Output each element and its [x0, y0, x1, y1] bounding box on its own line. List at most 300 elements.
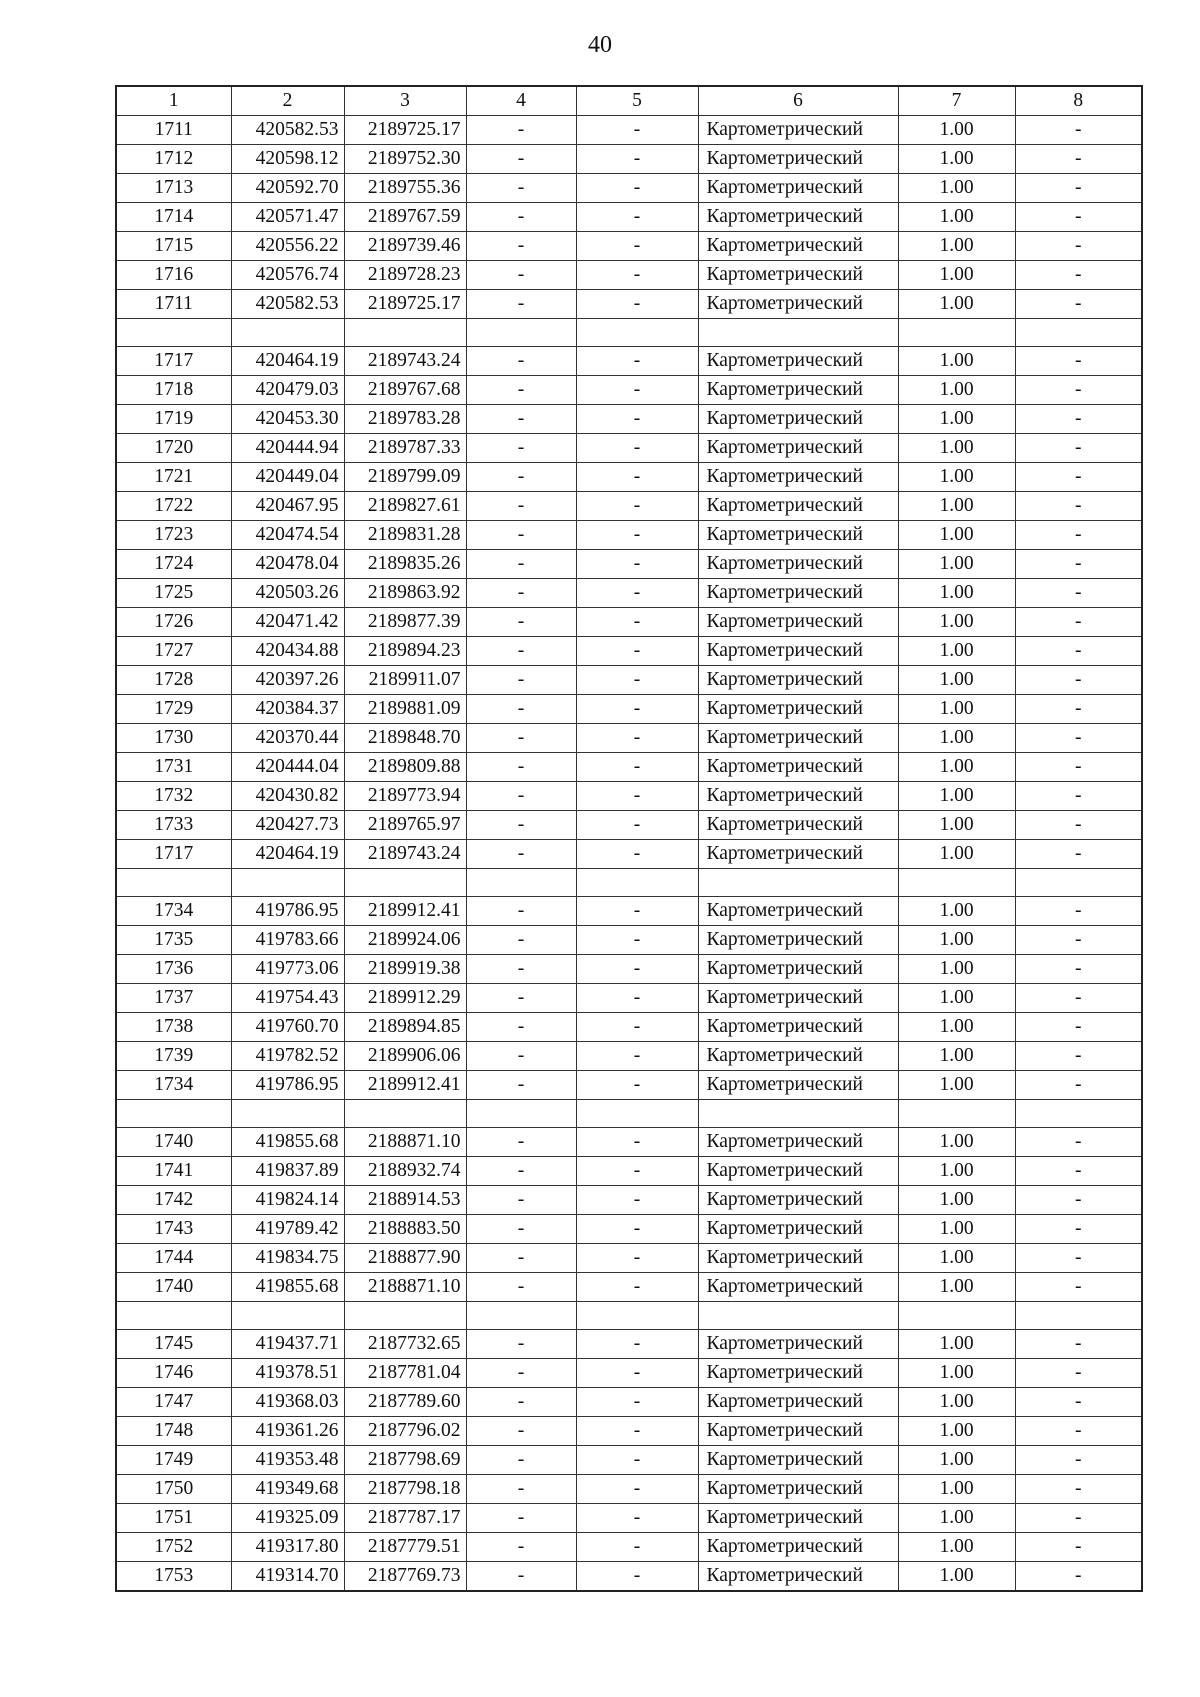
- x-coordinate-cell: [231, 869, 344, 897]
- column-8-cell: -: [1015, 434, 1142, 463]
- point-number-cell: 1725: [116, 579, 231, 608]
- method-cell: Картометрический: [698, 782, 898, 811]
- column-8-cell: -: [1015, 203, 1142, 232]
- accuracy-cell: 1.00: [898, 840, 1015, 869]
- point-number-cell: 1717: [116, 347, 231, 376]
- column-5-cell: -: [576, 926, 698, 955]
- column-header: 3: [344, 86, 466, 116]
- accuracy-cell: 1.00: [898, 1071, 1015, 1100]
- column-header: 4: [466, 86, 576, 116]
- method-cell: [698, 1100, 898, 1128]
- column-5-cell: [576, 319, 698, 347]
- y-coordinate-cell: 2189912.41: [344, 897, 466, 926]
- x-coordinate-cell: 420444.94: [231, 434, 344, 463]
- accuracy-cell: 1.00: [898, 1330, 1015, 1359]
- y-coordinate-cell: 2189752.30: [344, 145, 466, 174]
- x-coordinate-cell: 420384.37: [231, 695, 344, 724]
- x-coordinate-cell: 419824.14: [231, 1186, 344, 1215]
- column-8-cell: -: [1015, 1273, 1142, 1302]
- point-number-cell: 1753: [116, 1562, 231, 1592]
- point-number-cell: 1711: [116, 290, 231, 319]
- x-coordinate-cell: 420434.88: [231, 637, 344, 666]
- method-cell: Картометрический: [698, 1475, 898, 1504]
- point-number-cell: 1716: [116, 261, 231, 290]
- column-8-cell: -: [1015, 232, 1142, 261]
- point-number-cell: 1741: [116, 1157, 231, 1186]
- column-8-cell: -: [1015, 608, 1142, 637]
- method-cell: Картометрический: [698, 550, 898, 579]
- accuracy-cell: 1.00: [898, 1504, 1015, 1533]
- column-8-cell: -: [1015, 1128, 1142, 1157]
- y-coordinate-cell: 2188871.10: [344, 1273, 466, 1302]
- method-cell: Картометрический: [698, 261, 898, 290]
- column-8-cell: -: [1015, 1042, 1142, 1071]
- method-cell: Картометрический: [698, 347, 898, 376]
- accuracy-cell: 1.00: [898, 811, 1015, 840]
- accuracy-cell: 1.00: [898, 1417, 1015, 1446]
- column-5-cell: -: [576, 1359, 698, 1388]
- y-coordinate-cell: 2189728.23: [344, 261, 466, 290]
- table-header-row: [116, 86, 1142, 116]
- accuracy-cell: 1.00: [898, 521, 1015, 550]
- x-coordinate-cell: [231, 1100, 344, 1128]
- column-4-cell: -: [466, 753, 576, 782]
- column-8-cell: -: [1015, 1504, 1142, 1533]
- column-4-cell: -: [466, 521, 576, 550]
- y-coordinate-cell: 2189911.07: [344, 666, 466, 695]
- column-header: 8: [1015, 86, 1142, 116]
- method-cell: Картометрический: [698, 1359, 898, 1388]
- column-4-cell: -: [466, 1504, 576, 1533]
- point-number-cell: 1723: [116, 521, 231, 550]
- y-coordinate-cell: 2189755.36: [344, 174, 466, 203]
- y-coordinate-cell: 2189739.46: [344, 232, 466, 261]
- x-coordinate-cell: 419754.43: [231, 984, 344, 1013]
- y-coordinate-cell: 2187798.18: [344, 1475, 466, 1504]
- x-coordinate-cell: 420478.04: [231, 550, 344, 579]
- accuracy-cell: 1.00: [898, 1013, 1015, 1042]
- column-8-cell: -: [1015, 666, 1142, 695]
- column-4-cell: -: [466, 1388, 576, 1417]
- y-coordinate-cell: 2187798.69: [344, 1446, 466, 1475]
- table-row: [116, 1013, 1142, 1042]
- column-5-cell: -: [576, 666, 698, 695]
- point-number-cell: 1724: [116, 550, 231, 579]
- y-coordinate-cell: [344, 1100, 466, 1128]
- column-4-cell: -: [466, 1446, 576, 1475]
- y-coordinate-cell: 2187796.02: [344, 1417, 466, 1446]
- table-row: [116, 1562, 1142, 1592]
- column-4-cell: -: [466, 1273, 576, 1302]
- point-number-cell: 1740: [116, 1128, 231, 1157]
- point-number-cell: 1738: [116, 1013, 231, 1042]
- table-row: [116, 1417, 1142, 1446]
- method-cell: Картометрический: [698, 203, 898, 232]
- x-coordinate-cell: 419783.66: [231, 926, 344, 955]
- table-row: [116, 1504, 1142, 1533]
- point-number-cell: 1722: [116, 492, 231, 521]
- table-row: [116, 1128, 1142, 1157]
- x-coordinate-cell: 420370.44: [231, 724, 344, 753]
- x-coordinate-cell: 419760.70: [231, 1013, 344, 1042]
- column-5-cell: -: [576, 1417, 698, 1446]
- y-coordinate-cell: 2189835.26: [344, 550, 466, 579]
- column-8-cell: -: [1015, 1013, 1142, 1042]
- accuracy-cell: 1.00: [898, 753, 1015, 782]
- column-5-cell: -: [576, 1071, 698, 1100]
- table-row: [116, 608, 1142, 637]
- accuracy-cell: 1.00: [898, 1533, 1015, 1562]
- column-8-cell: -: [1015, 521, 1142, 550]
- accuracy-cell: 1.00: [898, 463, 1015, 492]
- x-coordinate-cell: 419317.80: [231, 1533, 344, 1562]
- method-cell: Картометрический: [698, 1157, 898, 1186]
- method-cell: Картометрический: [698, 1071, 898, 1100]
- accuracy-cell: 1.00: [898, 666, 1015, 695]
- y-coordinate-cell: 2187779.51: [344, 1533, 466, 1562]
- column-5-cell: -: [576, 1128, 698, 1157]
- x-coordinate-cell: 419325.09: [231, 1504, 344, 1533]
- column-4-cell: -: [466, 608, 576, 637]
- y-coordinate-cell: 2189787.33: [344, 434, 466, 463]
- column-8-cell: -: [1015, 1244, 1142, 1273]
- table-row: [116, 550, 1142, 579]
- column-5-cell: -: [576, 695, 698, 724]
- column-5-cell: -: [576, 811, 698, 840]
- y-coordinate-cell: 2189912.29: [344, 984, 466, 1013]
- column-5-cell: -: [576, 347, 698, 376]
- table-row: [116, 955, 1142, 984]
- column-4-cell: -: [466, 1215, 576, 1244]
- table-row: [116, 840, 1142, 869]
- column-8-cell: -: [1015, 550, 1142, 579]
- point-number-cell: 1743: [116, 1215, 231, 1244]
- coordinates-table-wrapper: [115, 85, 1141, 1592]
- column-5-cell: -: [576, 1504, 698, 1533]
- table-row: [116, 116, 1142, 145]
- column-5-cell: -: [576, 376, 698, 405]
- column-8-cell: [1015, 1100, 1142, 1128]
- accuracy-cell: 1.00: [898, 145, 1015, 174]
- column-4-cell: -: [466, 666, 576, 695]
- method-cell: Картометрический: [698, 637, 898, 666]
- y-coordinate-cell: 2189919.38: [344, 955, 466, 984]
- point-number-cell: 1730: [116, 724, 231, 753]
- method-cell: Картометрический: [698, 840, 898, 869]
- column-5-cell: -: [576, 261, 698, 290]
- column-4-cell: -: [466, 955, 576, 984]
- accuracy-cell: 1.00: [898, 405, 1015, 434]
- accuracy-cell: 1.00: [898, 203, 1015, 232]
- point-number-cell: 1745: [116, 1330, 231, 1359]
- column-5-cell: -: [576, 1388, 698, 1417]
- method-cell: Картометрический: [698, 434, 898, 463]
- x-coordinate-cell: 419855.68: [231, 1273, 344, 1302]
- method-cell: Картометрический: [698, 116, 898, 145]
- x-coordinate-cell: 419773.06: [231, 955, 344, 984]
- accuracy-cell: 1.00: [898, 1388, 1015, 1417]
- accuracy-cell: 1.00: [898, 434, 1015, 463]
- table-row: [116, 811, 1142, 840]
- point-number-cell: 1737: [116, 984, 231, 1013]
- accuracy-cell: 1.00: [898, 290, 1015, 319]
- column-4-cell: -: [466, 1186, 576, 1215]
- point-number-cell: 1720: [116, 434, 231, 463]
- column-8-cell: -: [1015, 579, 1142, 608]
- x-coordinate-cell: 420479.03: [231, 376, 344, 405]
- column-8-cell: -: [1015, 174, 1142, 203]
- accuracy-cell: 1.00: [898, 1475, 1015, 1504]
- accuracy-cell: 1.00: [898, 1244, 1015, 1273]
- y-coordinate-cell: 2189765.97: [344, 811, 466, 840]
- accuracy-cell: 1.00: [898, 1186, 1015, 1215]
- y-coordinate-cell: 2189809.88: [344, 753, 466, 782]
- x-coordinate-cell: 420444.04: [231, 753, 344, 782]
- column-8-cell: [1015, 1302, 1142, 1330]
- accuracy-cell: 1.00: [898, 232, 1015, 261]
- table-row: [116, 897, 1142, 926]
- method-cell: [698, 319, 898, 347]
- column-5-cell: -: [576, 1475, 698, 1504]
- x-coordinate-cell: 420464.19: [231, 347, 344, 376]
- column-5-cell: -: [576, 492, 698, 521]
- method-cell: Картометрический: [698, 1215, 898, 1244]
- column-5-cell: -: [576, 550, 698, 579]
- point-number-cell: 1715: [116, 232, 231, 261]
- method-cell: [698, 1302, 898, 1330]
- accuracy-cell: 1.00: [898, 492, 1015, 521]
- column-5-cell: -: [576, 608, 698, 637]
- table-row: [116, 1215, 1142, 1244]
- table-row: [116, 724, 1142, 753]
- column-8-cell: -: [1015, 1562, 1142, 1592]
- y-coordinate-cell: 2189743.24: [344, 347, 466, 376]
- accuracy-cell: [898, 319, 1015, 347]
- method-cell: Картометрический: [698, 1533, 898, 1562]
- column-header: 7: [898, 86, 1015, 116]
- method-cell: Картометрический: [698, 1273, 898, 1302]
- column-4-cell: -: [466, 463, 576, 492]
- y-coordinate-cell: 2189894.85: [344, 1013, 466, 1042]
- column-4-cell: -: [466, 811, 576, 840]
- x-coordinate-cell: 420576.74: [231, 261, 344, 290]
- point-number-cell: 1733: [116, 811, 231, 840]
- column-4-cell: -: [466, 550, 576, 579]
- x-coordinate-cell: 420471.42: [231, 608, 344, 637]
- table-row: [116, 1359, 1142, 1388]
- y-coordinate-cell: 2189906.06: [344, 1042, 466, 1071]
- column-8-cell: -: [1015, 1417, 1142, 1446]
- method-cell: Картометрический: [698, 1388, 898, 1417]
- column-8-cell: -: [1015, 376, 1142, 405]
- method-cell: Картометрический: [698, 1244, 898, 1273]
- table-row: [116, 1186, 1142, 1215]
- column-8-cell: -: [1015, 955, 1142, 984]
- column-5-cell: -: [576, 753, 698, 782]
- y-coordinate-cell: 2188932.74: [344, 1157, 466, 1186]
- x-coordinate-cell: [231, 319, 344, 347]
- point-number-cell: 1748: [116, 1417, 231, 1446]
- point-number-cell: 1747: [116, 1388, 231, 1417]
- column-5-cell: -: [576, 955, 698, 984]
- column-4-cell: -: [466, 261, 576, 290]
- x-coordinate-cell: 420556.22: [231, 232, 344, 261]
- column-8-cell: -: [1015, 782, 1142, 811]
- table-row: [116, 1302, 1142, 1330]
- column-8-cell: -: [1015, 261, 1142, 290]
- column-8-cell: [1015, 869, 1142, 897]
- y-coordinate-cell: 2187732.65: [344, 1330, 466, 1359]
- column-4-cell: -: [466, 897, 576, 926]
- y-coordinate-cell: 2187781.04: [344, 1359, 466, 1388]
- y-coordinate-cell: 2189894.23: [344, 637, 466, 666]
- x-coordinate-cell: 419837.89: [231, 1157, 344, 1186]
- x-coordinate-cell: 419789.42: [231, 1215, 344, 1244]
- column-8-cell: -: [1015, 811, 1142, 840]
- table-row: [116, 1042, 1142, 1071]
- column-5-cell: -: [576, 782, 698, 811]
- table-row: [116, 695, 1142, 724]
- column-8-cell: -: [1015, 1475, 1142, 1504]
- accuracy-cell: 1.00: [898, 1562, 1015, 1592]
- column-4-cell: -: [466, 232, 576, 261]
- column-5-cell: -: [576, 1562, 698, 1592]
- point-number-cell: 1726: [116, 608, 231, 637]
- column-5-cell: -: [576, 1215, 698, 1244]
- method-cell: Картометрический: [698, 811, 898, 840]
- y-coordinate-cell: 2189743.24: [344, 840, 466, 869]
- y-coordinate-cell: 2188883.50: [344, 1215, 466, 1244]
- accuracy-cell: 1.00: [898, 261, 1015, 290]
- accuracy-cell: 1.00: [898, 174, 1015, 203]
- table-row: [116, 347, 1142, 376]
- column-header: 2: [231, 86, 344, 116]
- column-4-cell: [466, 1302, 576, 1330]
- accuracy-cell: 1.00: [898, 1128, 1015, 1157]
- table-row: [116, 1244, 1142, 1273]
- point-number-cell: 1713: [116, 174, 231, 203]
- column-4-cell: -: [466, 1071, 576, 1100]
- table-row: [116, 1071, 1142, 1100]
- accuracy-cell: 1.00: [898, 116, 1015, 145]
- x-coordinate-cell: 420430.82: [231, 782, 344, 811]
- method-cell: Картометрический: [698, 1013, 898, 1042]
- x-coordinate-cell: 419786.95: [231, 1071, 344, 1100]
- point-number-cell: 1718: [116, 376, 231, 405]
- accuracy-cell: 1.00: [898, 579, 1015, 608]
- method-cell: Картометрический: [698, 1042, 898, 1071]
- accuracy-cell: 1.00: [898, 984, 1015, 1013]
- column-5-cell: -: [576, 840, 698, 869]
- column-5-cell: -: [576, 1013, 698, 1042]
- column-8-cell: -: [1015, 695, 1142, 724]
- column-8-cell: [1015, 319, 1142, 347]
- column-4-cell: -: [466, 1157, 576, 1186]
- point-number-cell: 1752: [116, 1533, 231, 1562]
- column-8-cell: -: [1015, 984, 1142, 1013]
- y-coordinate-cell: [344, 1302, 466, 1330]
- method-cell: Картометрический: [698, 232, 898, 261]
- coordinates-table: [115, 85, 1143, 1592]
- point-number-cell: 1736: [116, 955, 231, 984]
- column-4-cell: -: [466, 637, 576, 666]
- y-coordinate-cell: 2189799.09: [344, 463, 466, 492]
- column-8-cell: -: [1015, 926, 1142, 955]
- table-row: [116, 232, 1142, 261]
- column-8-cell: -: [1015, 347, 1142, 376]
- column-8-cell: -: [1015, 1071, 1142, 1100]
- x-coordinate-cell: 419378.51: [231, 1359, 344, 1388]
- method-cell: Картометрический: [698, 1562, 898, 1592]
- column-4-cell: -: [466, 1475, 576, 1504]
- method-cell: Картометрический: [698, 984, 898, 1013]
- x-coordinate-cell: 419314.70: [231, 1562, 344, 1592]
- x-coordinate-cell: 420467.95: [231, 492, 344, 521]
- column-5-cell: -: [576, 521, 698, 550]
- column-8-cell: -: [1015, 1186, 1142, 1215]
- column-5-cell: [576, 869, 698, 897]
- y-coordinate-cell: 2187769.73: [344, 1562, 466, 1592]
- x-coordinate-cell: 419353.48: [231, 1446, 344, 1475]
- table-row: [116, 319, 1142, 347]
- method-cell: Картометрический: [698, 405, 898, 434]
- column-4-cell: [466, 1100, 576, 1128]
- y-coordinate-cell: 2189773.94: [344, 782, 466, 811]
- accuracy-cell: [898, 1302, 1015, 1330]
- column-4-cell: -: [466, 145, 576, 174]
- accuracy-cell: 1.00: [898, 637, 1015, 666]
- column-4-cell: -: [466, 840, 576, 869]
- method-cell: Картометрический: [698, 376, 898, 405]
- column-4-cell: -: [466, 1013, 576, 1042]
- column-4-cell: -: [466, 782, 576, 811]
- table-body: [116, 116, 1142, 1592]
- table-row: [116, 434, 1142, 463]
- y-coordinate-cell: [344, 869, 466, 897]
- point-number-cell: [116, 869, 231, 897]
- accuracy-cell: 1.00: [898, 1359, 1015, 1388]
- y-coordinate-cell: 2189924.06: [344, 926, 466, 955]
- column-4-cell: -: [466, 1417, 576, 1446]
- column-4-cell: -: [466, 1244, 576, 1273]
- accuracy-cell: 1.00: [898, 1215, 1015, 1244]
- table-row: [116, 463, 1142, 492]
- y-coordinate-cell: 2189767.59: [344, 203, 466, 232]
- point-number-cell: 1744: [116, 1244, 231, 1273]
- column-8-cell: -: [1015, 637, 1142, 666]
- method-cell: Картометрический: [698, 463, 898, 492]
- x-coordinate-cell: 419855.68: [231, 1128, 344, 1157]
- method-cell: Картометрический: [698, 724, 898, 753]
- table-row: [116, 492, 1142, 521]
- x-coordinate-cell: 420464.19: [231, 840, 344, 869]
- method-cell: Картометрический: [698, 753, 898, 782]
- x-coordinate-cell: 419782.52: [231, 1042, 344, 1071]
- column-5-cell: -: [576, 174, 698, 203]
- table-row: [116, 521, 1142, 550]
- method-cell: Картометрический: [698, 579, 898, 608]
- accuracy-cell: 1.00: [898, 1446, 1015, 1475]
- x-coordinate-cell: 419349.68: [231, 1475, 344, 1504]
- point-number-cell: 1735: [116, 926, 231, 955]
- table-row: [116, 579, 1142, 608]
- column-5-cell: -: [576, 637, 698, 666]
- accuracy-cell: 1.00: [898, 955, 1015, 984]
- point-number-cell: 1717: [116, 840, 231, 869]
- column-8-cell: -: [1015, 290, 1142, 319]
- method-cell: [698, 869, 898, 897]
- column-8-cell: -: [1015, 1215, 1142, 1244]
